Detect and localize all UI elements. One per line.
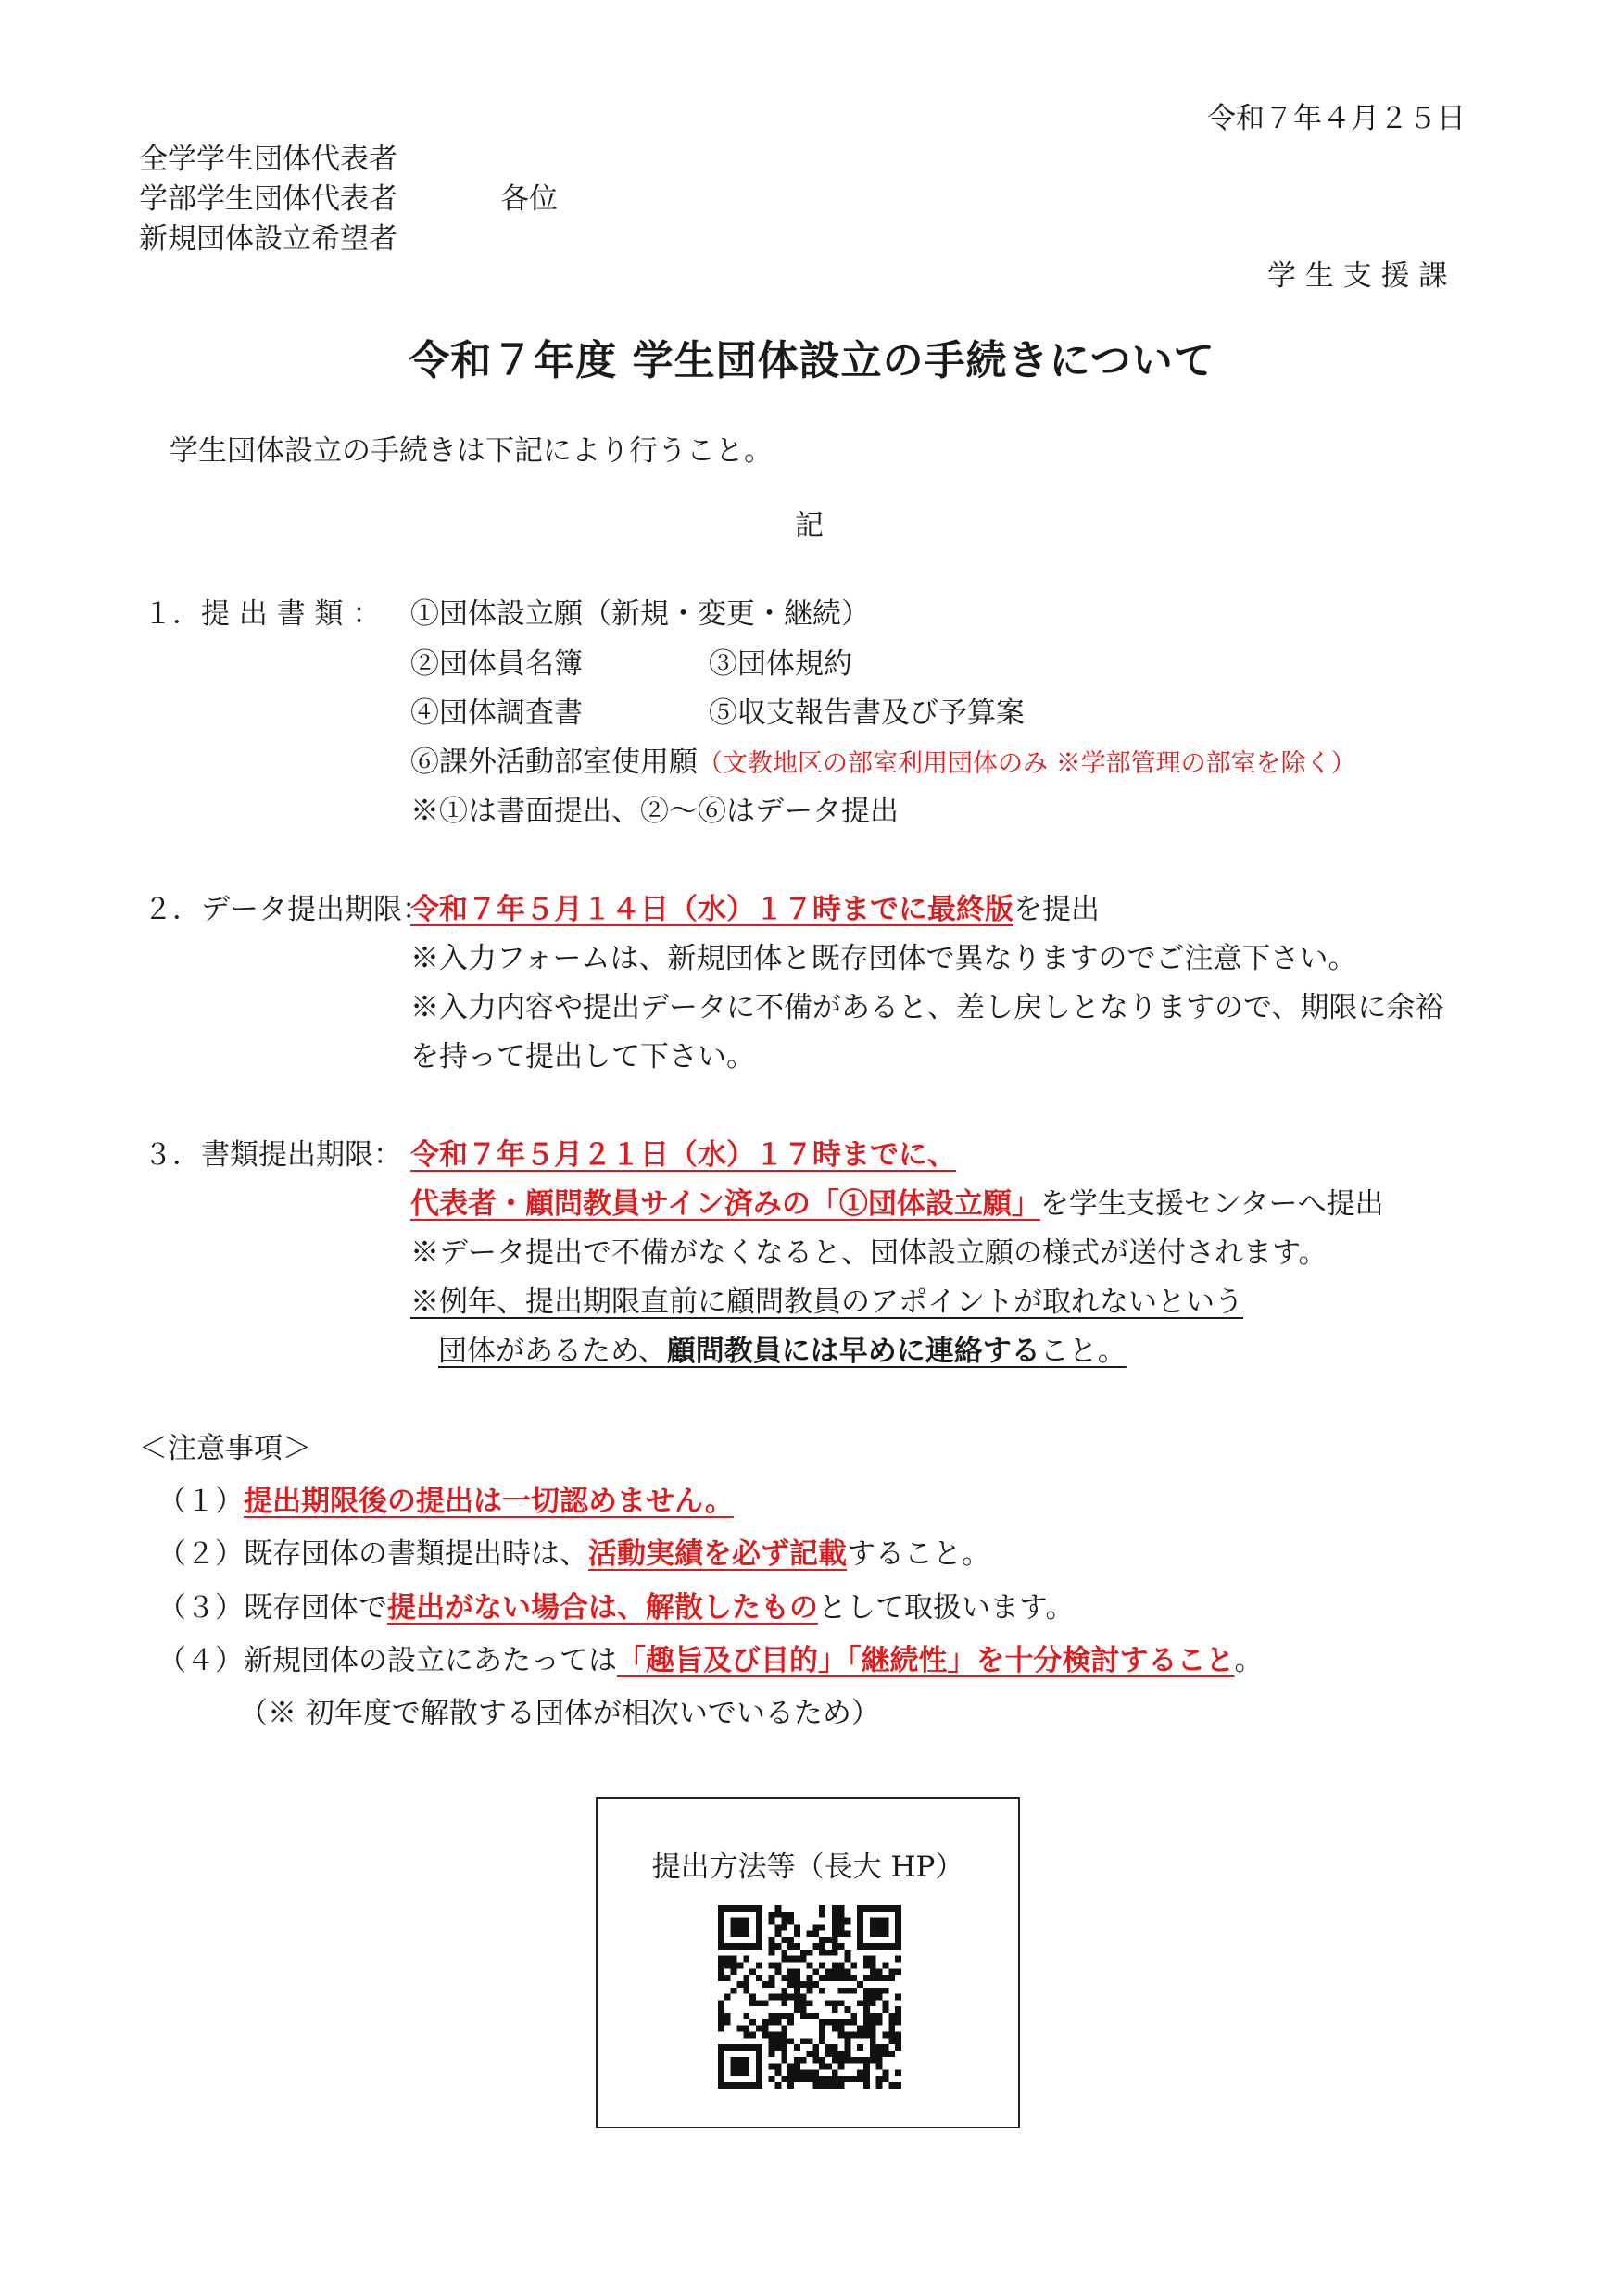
- note-1: [157, 1483, 734, 1520]
- page-title: 令和７年度 学生団体設立の手続きについて: [409, 337, 1215, 384]
- item2-note-2b: を持って提出して下さい。: [410, 1040, 755, 1073]
- doc-4: ④団体調査書: [410, 696, 583, 730]
- note-3-emphasis: 提出がない場合は、解散したもの: [387, 1591, 818, 1625]
- note-2-pre: 既存団体の書類提出時は、: [244, 1537, 588, 1571]
- qr-box: [596, 1797, 1020, 2128]
- document-date: 令和７年４月２５日: [1207, 102, 1466, 135]
- item3-note-1: ※データ提出で不備がなくなると、団体設立願の様式が送付されます。: [410, 1236, 1328, 1270]
- item1-note: ※①は書面提出、②～⑥はデータ提出: [410, 795, 899, 828]
- note-3-post: として取扱います。: [818, 1591, 1075, 1625]
- data-deadline-suffix: を提出: [1013, 893, 1100, 926]
- note-3-pre: 既存団体で: [244, 1591, 387, 1625]
- item3-label: ３．書類提出期限：: [144, 1138, 402, 1172]
- recipient-3: 新規団体設立希望者: [139, 222, 397, 256]
- note-2-post: すること。: [847, 1537, 990, 1571]
- item3-note-2b: [438, 1333, 1127, 1370]
- note-4-pre: 新規団体の設立にあたっては: [244, 1644, 617, 1677]
- qr-code-icon[interactable]: [718, 1905, 901, 2089]
- signed-application-suffix: を学生支援センターへ提出: [1039, 1187, 1384, 1221]
- doc-3: ③団体規約: [709, 647, 852, 681]
- intro-text: 学生団体設立の手続きは下記により行うこと。: [170, 434, 773, 468]
- doc-6-note: （文教地区の部室利用団体のみ ※学部管理の部室を除く）: [698, 749, 1356, 778]
- note-2-emphasis: 活動実績を必ず記載: [588, 1537, 847, 1571]
- note-4-post: 。: [1234, 1644, 1264, 1677]
- note-4-number: （４）: [157, 1644, 244, 1677]
- doc-1: ①団体設立願（新規・変更・継続）: [410, 597, 870, 631]
- document-deadline: 令和７年５月２１日（水）１７時までに、: [410, 1138, 956, 1172]
- note-3-number: （３）: [157, 1591, 244, 1625]
- note-4-sub: （※ 初年度で解散する団体が相次いでいるため）: [239, 1697, 880, 1730]
- item2-label: ２．データ提出期限：: [144, 893, 431, 926]
- note-4: [157, 1642, 1264, 1679]
- item3-note-2a: ※例年、提出期限直前に顧問教員のアポイントが取れないという: [410, 1286, 1243, 1319]
- note-4-emphasis: 「趣旨及び目的」「継続性」を十分検討すること: [617, 1644, 1235, 1677]
- signed-application: 代表者・顧問教員サイン済みの「①団体設立願」: [410, 1187, 1040, 1221]
- item3-note-2b-post: こと。: [1039, 1335, 1127, 1368]
- item2-note-2a: ※入力内容や提出データに不備があると、差し戻しとなりますので、期限に余裕: [410, 991, 1444, 1024]
- note-1-number: （１）: [157, 1485, 244, 1518]
- doc-2: ②団体員名簿: [410, 647, 583, 681]
- doc-6: [410, 744, 1356, 783]
- qr-caption: 提出方法等（長大 HP）: [651, 1851, 964, 1884]
- notes-heading: ＜注意事項＞: [139, 1432, 311, 1465]
- doc-6-label: ⑥課外活動部室使用願: [410, 746, 698, 779]
- item1-label: １．提 出 書 類 ：: [144, 597, 382, 631]
- recipient-2: 学部学生団体代表者: [139, 182, 397, 216]
- note-2-number: （２）: [157, 1537, 244, 1571]
- doc-5: ⑤収支報告書及び予算案: [709, 696, 1025, 730]
- ki-marker: 記: [795, 509, 824, 543]
- note-1-text: 提出期限後の提出は一切認めません。: [244, 1485, 734, 1518]
- item3-note-2b-bold: 顧問教員には早めに連絡する: [666, 1335, 1040, 1368]
- recipient-1: 全学学生団体代表者: [139, 143, 397, 176]
- note-2: [157, 1536, 990, 1573]
- data-deadline: 令和７年５月１４日（水）１７時までに最終版: [410, 893, 1013, 926]
- note-3: [157, 1589, 1075, 1626]
- sender-office: 学 生 支 援 課: [1267, 259, 1448, 293]
- honorific: 各位: [500, 182, 558, 216]
- item2-deadline-line: [410, 891, 1100, 928]
- item3-doc-line: [410, 1186, 1384, 1223]
- item2-note-1: ※入力フォームは、新規団体と既存団体で異なりますのでご注意下さい。: [410, 942, 1357, 975]
- item3-note-2b-pre: 団体があるため、: [438, 1335, 667, 1368]
